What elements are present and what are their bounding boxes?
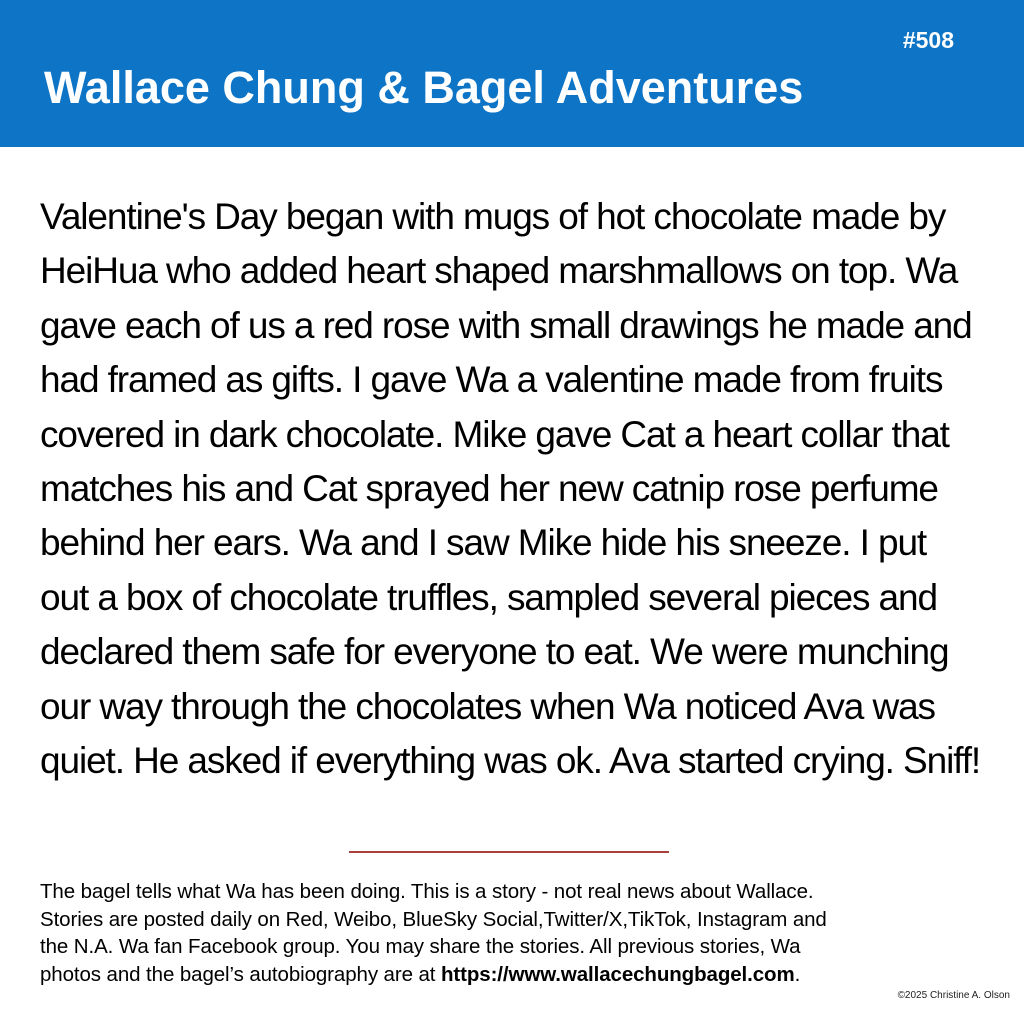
story-line: HeiHua who added heart shaped marshmallows on top. Wa: [40, 250, 958, 292]
story-line: our way through the chocolates when Wa noticed Ava was: [40, 685, 935, 727]
story-line: quiet. He asked if everything was ok. Ava started crying. Sniff!: [40, 740, 981, 782]
copyright-notice: ©2025 Christine A. Olson: [897, 990, 1010, 1001]
story-line: gave each of us a red rose with small drawings he made and: [40, 304, 972, 346]
footer-line: the N.A. Wa fan Facebook group. You may share the stories. All previous stories, Wa: [40, 935, 801, 958]
footer-note: [40, 878, 1015, 988]
issue-number: #508: [902, 27, 954, 53]
story-line: matches his and Cat sprayed her new catnip rose perfume: [40, 468, 938, 510]
story-line: declared them safe for everyone to eat. We were munching: [40, 631, 949, 673]
footer-line-suffix: .: [794, 962, 801, 986]
footer-line: The bagel tells what Wa has been doing. This is a story - not real news about Wallace.: [40, 880, 814, 903]
header-banner: [0, 0, 1024, 147]
story-line: Valentine's Day began with mugs of hot chocolate made by: [40, 196, 946, 237]
footer-line-prefix: photos and the bagel’s autobiography are at: [40, 962, 441, 986]
divider-line: [349, 851, 669, 853]
story-line: had framed as gifts. I gave Wa a valentine made from fruits: [40, 359, 943, 401]
story-line: covered in dark chocolate. Mike gave Cat a heart collar that: [40, 413, 949, 455]
page-title: Wallace Chung & Bagel Adventures: [44, 62, 804, 113]
footer-line-last: [40, 961, 1015, 989]
story-line: out a box of chocolate truffles, sampled several pieces and: [40, 576, 937, 618]
website-link[interactable]: https://www.wallacechungbagel.com: [440, 962, 795, 986]
story-text: [40, 190, 1010, 788]
story-line: behind her ears. Wa and I saw Mike hide his sneeze. I put: [40, 522, 927, 564]
footer-line: Stories are posted daily on Red, Weibo, BlueSky Social,Twitter/X,TikTok, Instagram and: [40, 907, 827, 931]
